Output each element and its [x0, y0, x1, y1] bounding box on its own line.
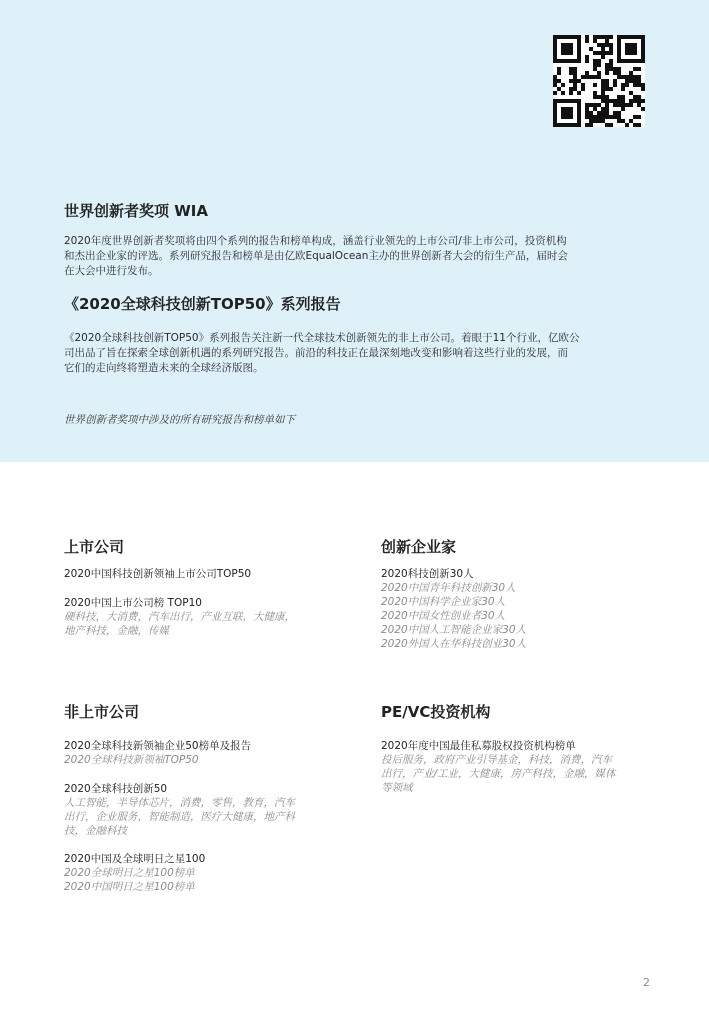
list-subitem: 2020中国女性创业者30人 [381, 610, 506, 622]
report-line: 它们的走向终将塑造未来的全球经济版图。 [64, 362, 264, 374]
list-subitem: 等领域 [381, 782, 413, 794]
section-title-unlisted: 非上市公司 [64, 703, 140, 721]
list-item: 2020中国及全球明日之星100 [64, 853, 206, 865]
intro-line: 2020年度世界创新者奖项将由四个系列的报告和榜单构成，涵盖行业领先的上市公司/非上市公司，投资机构 [64, 235, 567, 247]
list-subitem: 2020全球明日之星100榜单 [64, 867, 195, 879]
list-item: 2020年度中国最佳私募股权投资机构榜单 [381, 740, 576, 752]
list-subitem: 2020外国人在华科技创业30人 [381, 638, 527, 650]
lists-note: 世界创新者奖项中涉及的所有研究报告和榜单如下 [64, 414, 295, 426]
page-number: 2 [643, 976, 650, 989]
list-subitem: 地产科技，金融，传媒 [64, 625, 169, 637]
list-item: 2020全球科技新领袖企业50榜单及报告 [64, 740, 252, 752]
list-item: 2020全球科技创新50 [64, 783, 168, 795]
qr-code [553, 35, 645, 127]
report-title: 《2020全球科技创新TOP50》系列报告 [64, 295, 341, 313]
list-subitem: 2020中国明日之星100榜单 [64, 881, 195, 893]
intro-line: 和杰出企业家的评选。系列研究报告和榜单是由亿欧EqualOcean主办的世界创新者大会的衍生产品，届时会 [64, 250, 568, 262]
list-subitem: 2020中国人工智能企业家30人 [381, 624, 527, 636]
page-title: 世界创新者奖项 WIA [64, 202, 208, 220]
list-subitem: 2020全球科技新领袖TOP50 [64, 754, 199, 766]
intro-paragraph [64, 234, 644, 279]
list-subitem: 2020中国青年科技创新30人 [381, 582, 516, 594]
list-subitem: 2020中国科学企业家30人 [381, 596, 506, 608]
intro-line: 在大会中进行发布。 [64, 265, 159, 277]
list-subitem: 投后服务，政府产业引导基金，科技，消费，汽车 [381, 754, 612, 766]
list-subitem: 出行，企业服务，智能制造，医疗大健康，地产科 [64, 811, 295, 823]
list-subitem: 硬科技，大消费，汽车出行，产业互联，大健康， [64, 611, 295, 623]
list-item: 2020中国上市公司榜 TOP10 [64, 597, 202, 609]
list-subitem: 出行，产业/工业，大健康，房产科技，金融，媒体 [381, 768, 616, 780]
report-line: 司出品了旨在探索全球创新机遇的系列研究报告。前沿的科技正在最深刻地改变和影响着这些行业的发展，而 [64, 347, 568, 359]
list-item: 2020中国科技创新领袖上市公司TOP50 [64, 568, 252, 580]
list-subitem: 技，金融科技 [64, 825, 127, 837]
report-line: 《2020全球科技创新TOP50》系列报告关注新一代全球技术创新领先的非上市公司。着眼于11个行业，亿欧公 [64, 332, 580, 344]
section-title-pevc: PE/VC投资机构 [381, 703, 491, 721]
report-paragraph [64, 331, 644, 376]
section-title-listed: 上市公司 [64, 538, 125, 556]
list-item: 2020科技创新30人 [381, 568, 474, 580]
section-title-entrepreneurs: 创新企业家 [381, 538, 457, 556]
list-subitem: 人工智能，半导体芯片，消费，零售，教育，汽车 [64, 797, 295, 809]
